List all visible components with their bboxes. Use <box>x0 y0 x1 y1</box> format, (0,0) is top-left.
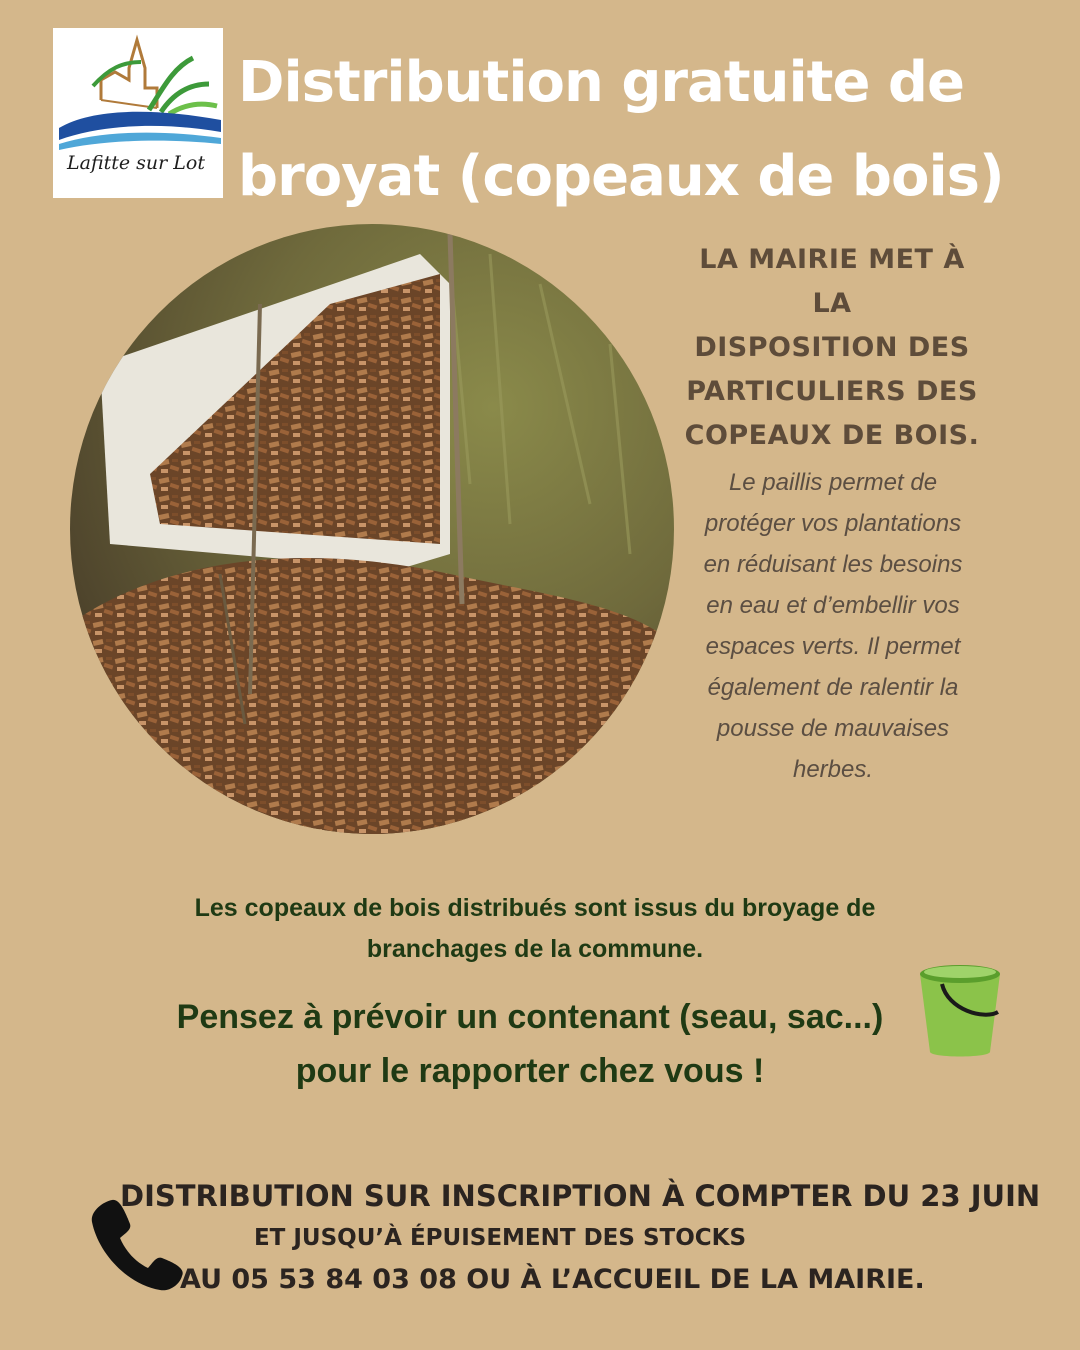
intro-heading <box>676 238 988 458</box>
origin-text <box>110 888 960 970</box>
container-reminder <box>100 990 960 1098</box>
intro-line: LA MAIRIE MET À LA <box>699 244 965 319</box>
distribution-contact: AU 05 53 84 03 08 OU À L’ACCUEIL DE LA MAIRIE. <box>180 1264 925 1295</box>
logo-text: Lafitte sur Lot <box>67 152 205 174</box>
desc-line: protéger vos plantations <box>704 510 962 537</box>
title-line-1: Distribution gratuite de <box>238 50 964 115</box>
desc-line: espaces verts. Il permet <box>705 633 961 660</box>
desc-line: Le paillis permet de <box>728 469 938 496</box>
desc-line: également de ralentir la <box>707 674 959 701</box>
wood-chips-photo <box>70 224 674 834</box>
desc-line: pousse de mauvaises <box>716 715 950 742</box>
bucket-icon <box>914 960 1006 1060</box>
desc-line: herbes. <box>792 756 874 783</box>
reminder-line-2: pour le rapporter chez vous ! <box>295 1052 765 1090</box>
page-title <box>238 36 1068 224</box>
reminder-line-1: Pensez à prévoir un contenant (seau, sac...) <box>176 998 884 1036</box>
town-logo <box>53 28 223 198</box>
intro-line: COPEAUX DE BOIS. <box>684 420 980 451</box>
desc-line: en réduisant les besoins <box>703 551 963 578</box>
distribution-line-1: DISTRIBUTION SUR INSCRIPTION À COMPTER DU 23 JUIN <box>120 1179 1041 1213</box>
origin-line-2: branchages de la commune. <box>366 935 704 963</box>
mulch-description <box>674 462 992 790</box>
distribution-line-2: ET JUSQU’À ÉPUISEMENT DES STOCKS <box>253 1225 747 1251</box>
title-line-2: broyat (copeaux de bois) <box>238 144 1004 209</box>
origin-line-1: Les copeaux de bois distribués sont issus du broyage de <box>194 894 876 922</box>
intro-line: PARTICULIERS DES <box>686 376 978 407</box>
intro-line: DISPOSITION DES <box>694 332 970 363</box>
desc-line: en eau et d’embellir vos <box>706 592 960 619</box>
